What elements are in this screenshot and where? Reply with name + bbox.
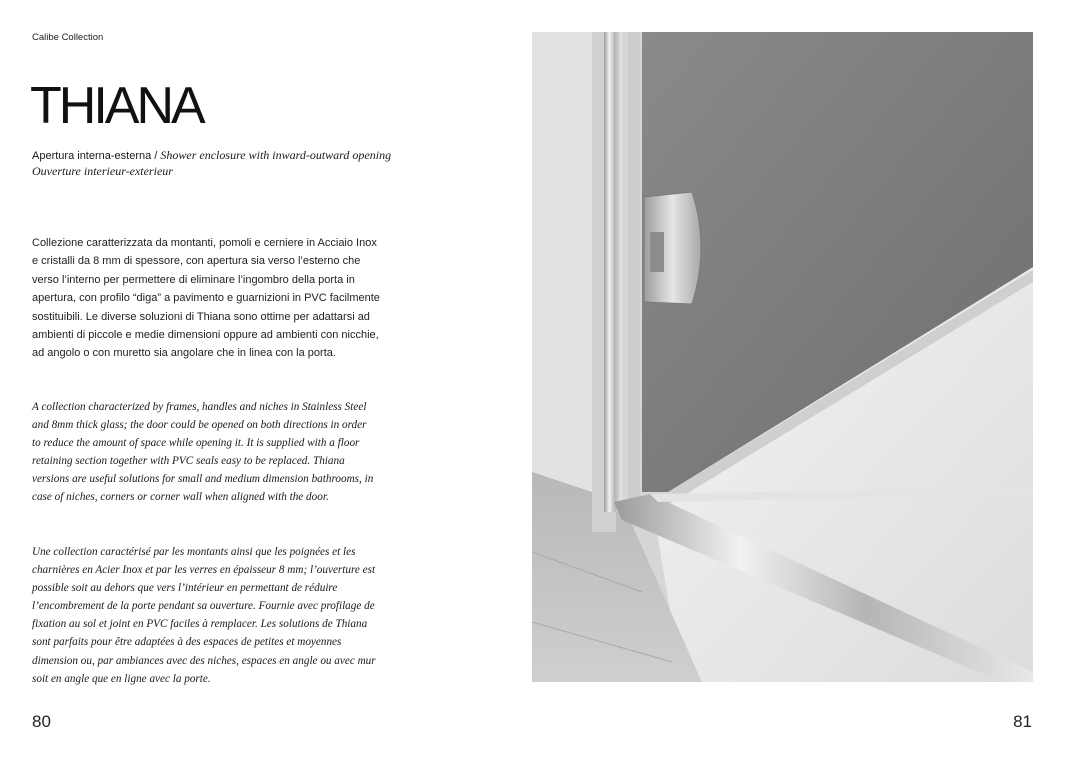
- vertical-profile: [604, 32, 622, 512]
- page-number-left: 80: [32, 712, 51, 731]
- collection-label: Calibe Collection: [32, 32, 104, 43]
- shower-hinge-illustration: [532, 32, 1033, 682]
- product-title: THIANA: [30, 77, 203, 135]
- subtitle-english: Shower enclosure with inward-outward opening: [160, 148, 392, 162]
- description-french: Une collection caractérisé par les montants ainsi que les poignées et les charnières en Acier Inox et par les verres en épaisseur 8 mm; l’ouverture est possible soit au dehors que vers l’intérieur en permettant de réduire l’encombrement de la porte pendant sa ouverture. Fournie avec profilage de fixation au sol et joint en PVC faciles à remplacer. Les solutions de Thiana sont parfaits pour être adaptées à des espaces de petites et moyennes dimension ou, par ambiances avec des niches, espaces en angle ou avec mur soit en angle que en ligne avec la porte.: [32, 546, 376, 685]
- page-number-right: 81: [1013, 712, 1032, 731]
- description-english: A collection characterized by frames, handles and niches in Stainless Steel and 8mm thick glass; the door could be opened on both directions in order to reduce the amount of space while opening it. It is supplied with a floor retaining section together with PVC seals easy to be replaced. Thiana versions are useful solutions for small and medium dimension bathrooms, in case of niches, corners or corner wall when aligned with the door.: [32, 401, 374, 504]
- glass-edge: [628, 32, 640, 502]
- hinge-pivot: [650, 232, 664, 272]
- product-photo: [532, 32, 1033, 682]
- description-italian: Collezione caratterizzata da montanti, pomoli e cerniere in Acciaio Inox e cristalli da 8 mm di spessore, con apertura sia verso l’esterno che verso l’interno per permettere di eliminare l’ingombro della porta in apertura, con profilo “diga” a pavimento e guarnizioni in PVC facilmente sostituibili. Le diverse soluzioni di Thiana sono ottime per adattarsi ad ambienti di piccole e medie dimensioni oppure ad ambienti con nicchie, ad angolo o con muretto sia angolare che in linea con la porta.: [32, 237, 380, 360]
- subtitle-italian: Apertura interna-esterna /: [32, 150, 161, 162]
- subtitle-french: Ouverture interieur-exterieur: [32, 164, 173, 178]
- product-subtitle: [32, 148, 432, 180]
